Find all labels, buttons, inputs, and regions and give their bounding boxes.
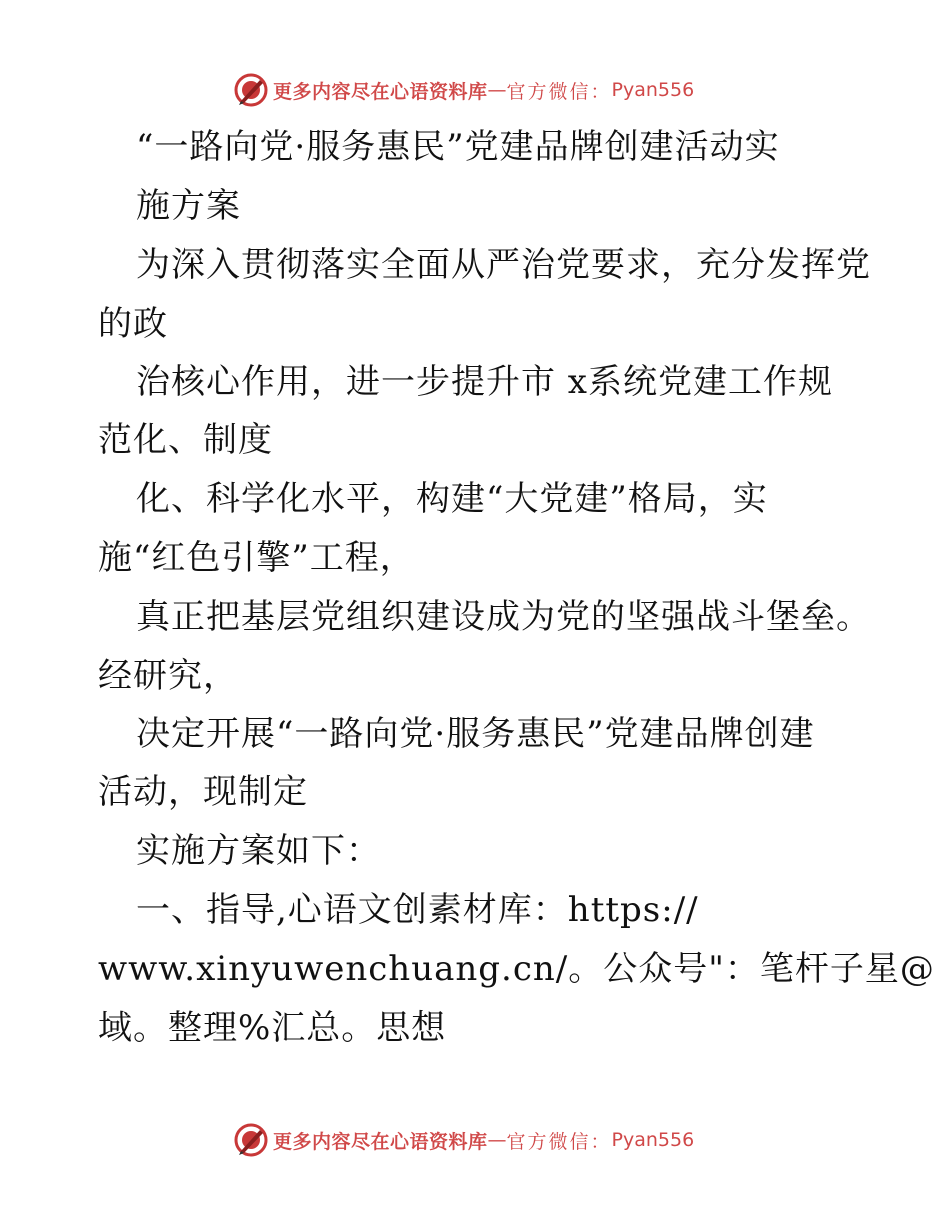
- doc-text-line: 真正把基层党组织建设成为党的坚强战斗堡垒。: [136, 597, 871, 637]
- header-wechat-label: 官方微信：: [506, 80, 612, 103]
- footer-banner: [233, 1120, 694, 1160]
- doc-title-line-1: “一路向党·服务惠民”党建品牌创建活动实: [136, 127, 780, 167]
- header-promo-text: 更多内容尽在心语资料库: [273, 80, 488, 103]
- doc-text-line: www.xinyuwenchuang.cn/。公众号"：笔杆子星@: [98, 949, 935, 989]
- footer-dash: —: [487, 1129, 507, 1151]
- footer-wechat-id: Pyan556: [611, 1129, 695, 1151]
- footer-promo-text: 更多内容尽在心语资料库: [273, 1130, 488, 1153]
- doc-text-line: 为深入贯彻落实全面从严治党要求，充分发挥党: [136, 245, 871, 285]
- doc-text-line: 活动，现制定: [98, 772, 308, 812]
- doc-title-line-2: 施方案: [136, 186, 241, 226]
- doc-text-line: 实施方案如下：: [136, 831, 381, 871]
- doc-text-line: 范化、制度: [98, 420, 273, 460]
- doc-text-line: 的政: [98, 304, 168, 344]
- doc-text-line: 域。整理%汇总。思想: [98, 1008, 447, 1048]
- doc-text-line: 一、指导,心语文创素材库：https://: [136, 890, 699, 930]
- header-banner: [233, 70, 694, 110]
- doc-text-line: 经研究，: [98, 656, 238, 696]
- footer-wechat-label: 官方微信：: [506, 1130, 612, 1153]
- doc-text-line: 化、科学化水平，构建“大党建”格局，实: [136, 479, 768, 519]
- doc-text-line: 施“红色引擎”工程，: [98, 538, 415, 578]
- header-wechat-id: Pyan556: [611, 79, 695, 101]
- header-dash: —: [487, 79, 507, 101]
- doc-text-line: 治核心作用，进一步提升市 x系统党建工作规: [136, 362, 833, 402]
- pen-logo-icon: [233, 72, 269, 108]
- doc-text-line: 决定开展“一路向党·服务惠民”党建品牌创建: [136, 714, 815, 754]
- pen-logo-icon: [233, 1122, 269, 1158]
